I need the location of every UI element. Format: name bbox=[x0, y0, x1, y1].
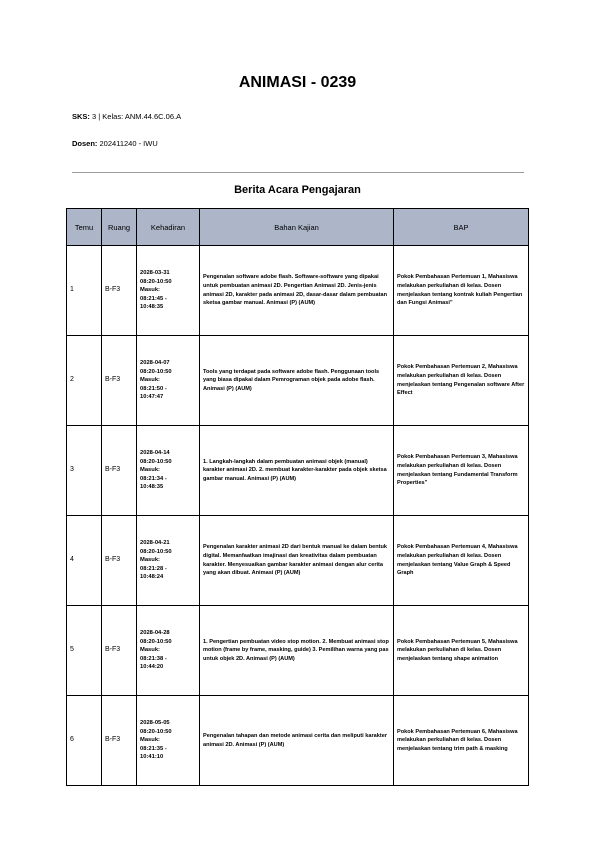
divider bbox=[72, 172, 524, 173]
cell-bap: Pokok Pembahasan Pertemuan 6, Mahasiswa melakukan perkuliahan di kelas. Dosen menjelaskan tentang trim path & masking bbox=[394, 696, 529, 786]
kehadiran-in: 08:21:34 - bbox=[140, 475, 167, 482]
kehadiran-label: Masuk: bbox=[140, 737, 160, 744]
kehadiran-out: 10:48:24 bbox=[140, 574, 164, 581]
col-header-bap: BAP bbox=[394, 209, 529, 246]
cell-ruang: B-F3 bbox=[102, 426, 137, 516]
kehadiran-date: 2028-04-28 bbox=[140, 630, 170, 637]
kehadiran-date: 2028-04-21 bbox=[140, 540, 170, 547]
kehadiran-in: 08:21:35 - bbox=[140, 745, 167, 752]
col-header-ruang: Ruang bbox=[102, 209, 137, 246]
kehadiran-schedule: 08:20-10:50 bbox=[140, 548, 172, 555]
bap-table bbox=[66, 208, 529, 786]
cell-bap: Pokok Pembahasan Pertemuan 1, Mahasiswa melakukan perkuliahan di kelas. Dosen menjelaskan tentang kontrak kuliah Pengertian dan Fungsi Animasi" bbox=[394, 246, 529, 336]
kehadiran-out: 10:44:20 bbox=[140, 664, 164, 671]
kehadiran-in: 08:21:50 - bbox=[140, 385, 167, 392]
table-row bbox=[67, 516, 529, 606]
cell-bap: Pokok Pembahasan Pertemuan 3, Mahasiswa melakukan perkuliahan di kelas. Dosen menjelaskan tentang Fundamental Transform Properties" bbox=[394, 426, 529, 516]
col-header-bahan-kajian: Bahan Kajian bbox=[200, 209, 394, 246]
cell-ruang: B-F3 bbox=[102, 696, 137, 786]
cell-ruang: B-F3 bbox=[102, 336, 137, 426]
table-header-row bbox=[67, 209, 529, 246]
kehadiran-label: Masuk: bbox=[140, 377, 160, 384]
kehadiran-date: 2028-04-14 bbox=[140, 450, 170, 457]
cell-bahan-kajian: Tools yang terdapat pada software adobe flash. Penggunaan tools yang biasa dipakai dalam Pemrograman objek pada adobe flash. Animasi (P) (AUM) bbox=[200, 336, 394, 426]
cell-ruang: B-F3 bbox=[102, 606, 137, 696]
kehadiran-date: 2028-03-31 bbox=[140, 270, 170, 277]
cell-kehadiran bbox=[137, 606, 200, 696]
kehadiran-label: Masuk: bbox=[140, 557, 160, 564]
cell-kehadiran bbox=[137, 336, 200, 426]
cell-kehadiran bbox=[137, 426, 200, 516]
course-title: ANIMASI - 0239 bbox=[238, 74, 357, 91]
kehadiran-out: 10:48:35 bbox=[140, 484, 164, 491]
cell-bap: Pokok Pembahasan Pertemuan 2, Mahasiswa melakukan perkuliahan di kelas. Dosen menjelaskan tentang Pengenalan software After Effect bbox=[394, 336, 529, 426]
kehadiran-in: 08:21:28 - bbox=[140, 565, 167, 572]
dosen-label: Dosen: bbox=[72, 139, 98, 148]
table-row bbox=[67, 246, 529, 336]
kehadiran-schedule: 08:20-10:50 bbox=[140, 638, 172, 645]
col-header-temu: Temu bbox=[67, 209, 102, 246]
cell-bahan-kajian: 1. Pengertian pembuatan video stop motion. 2. Membuat animasi stop motion (frame by frame, masking, guide) 3. Pemilihan warna yang pas untuk objek 2D. Animasi (P) (AUM) bbox=[200, 606, 394, 696]
table-row bbox=[67, 696, 529, 786]
cell-bap: Pokok Pembahasan Pertemuan 4, Mahasiswa melakukan perkuliahan di kelas. Dosen menjelaskan tentang Value Graph & Speed Graph bbox=[394, 516, 529, 606]
kehadiran-out: 10:48:35 bbox=[140, 304, 164, 311]
cell-bahan-kajian: Pengenalan tahapan dan metode animasi cerita dan meliputi karakter animasi 2D. Animasi (P) (AUM) bbox=[200, 696, 394, 786]
cell-temu: 3 bbox=[67, 426, 102, 516]
cell-kehadiran bbox=[137, 246, 200, 336]
cell-bahan-kajian: Pengenalan karakter animasi 2D dari bentuk manual ke dalam bentuk digital. Memanfaatkan imajinasi dan kreativitas dalam pembuatan karakter. Menyesuaikan gambar karakter animasi dengan alur cerita yang akan dibuat. Animasi (P) (AUM) bbox=[200, 516, 394, 606]
kehadiran-label: Masuk: bbox=[140, 647, 160, 654]
kehadiran-label: Masuk: bbox=[140, 467, 160, 474]
cell-temu: 5 bbox=[67, 606, 102, 696]
kehadiran-out: 10:47:47 bbox=[140, 394, 164, 401]
cell-temu: 1 bbox=[67, 246, 102, 336]
kehadiran-date: 2028-04-07 bbox=[140, 360, 170, 367]
kehadiran-schedule: 08:20-10:50 bbox=[140, 278, 172, 285]
kehadiran-schedule: 08:20-10:50 bbox=[140, 368, 172, 375]
kehadiran-in: 08:21:45 - bbox=[140, 295, 167, 302]
cell-bap: Pokok Pembahasan Pertemuan 5, Mahasiswa melakukan perkuliahan di kelas. Dosen menjelaskan tentang shape animation bbox=[394, 606, 529, 696]
sks-value: 3 | Kelas: ANM.44.6C.06.A bbox=[92, 112, 182, 121]
col-header-kehadiran: Kehadiran bbox=[137, 209, 200, 246]
cell-kehadiran bbox=[137, 696, 200, 786]
cell-kehadiran bbox=[137, 516, 200, 606]
kehadiran-out: 10:41:10 bbox=[140, 754, 164, 761]
kehadiran-date: 2028-05-05 bbox=[140, 720, 170, 727]
course-meta-sks bbox=[72, 112, 181, 121]
kehadiran-in: 08:21:38 - bbox=[140, 655, 167, 662]
table-row bbox=[67, 606, 529, 696]
cell-temu: 2 bbox=[67, 336, 102, 426]
course-meta-dosen bbox=[72, 139, 158, 148]
cell-ruang: B-F3 bbox=[102, 246, 137, 336]
table-row bbox=[67, 426, 529, 516]
cell-temu: 6 bbox=[67, 696, 102, 786]
dosen-value: 202411240 - IWU bbox=[99, 139, 158, 148]
kehadiran-schedule: 08:20-10:50 bbox=[140, 458, 172, 465]
kehadiran-schedule: 08:20-10:50 bbox=[140, 728, 172, 735]
cell-bahan-kajian: Pengenalan software adobe flash. Software-software yang dipakai untuk pembuatan animasi 2D. Pengertian Animasi 2D. Jenis-jenis animasi 2D, karakter pada animasi 2D, dasar-dasar dalam pembuatan sketsa gambar manual. Animasi (P) (AUM) bbox=[200, 246, 394, 336]
sks-label: SKS: bbox=[72, 112, 90, 121]
kehadiran-label: Masuk: bbox=[140, 287, 160, 294]
cell-ruang: B-F3 bbox=[102, 516, 137, 606]
cell-temu: 4 bbox=[67, 516, 102, 606]
section-title: Berita Acara Pengajaran bbox=[234, 184, 361, 196]
cell-bahan-kajian: 1. Langkah-langkah dalam pembuatan animasi objek (manual) karakter animasi 2D. 2. membuat karakter-karakter pada objek sketsa gambar manual. Animasi (P) (AUM) bbox=[200, 426, 394, 516]
table-row bbox=[67, 336, 529, 426]
